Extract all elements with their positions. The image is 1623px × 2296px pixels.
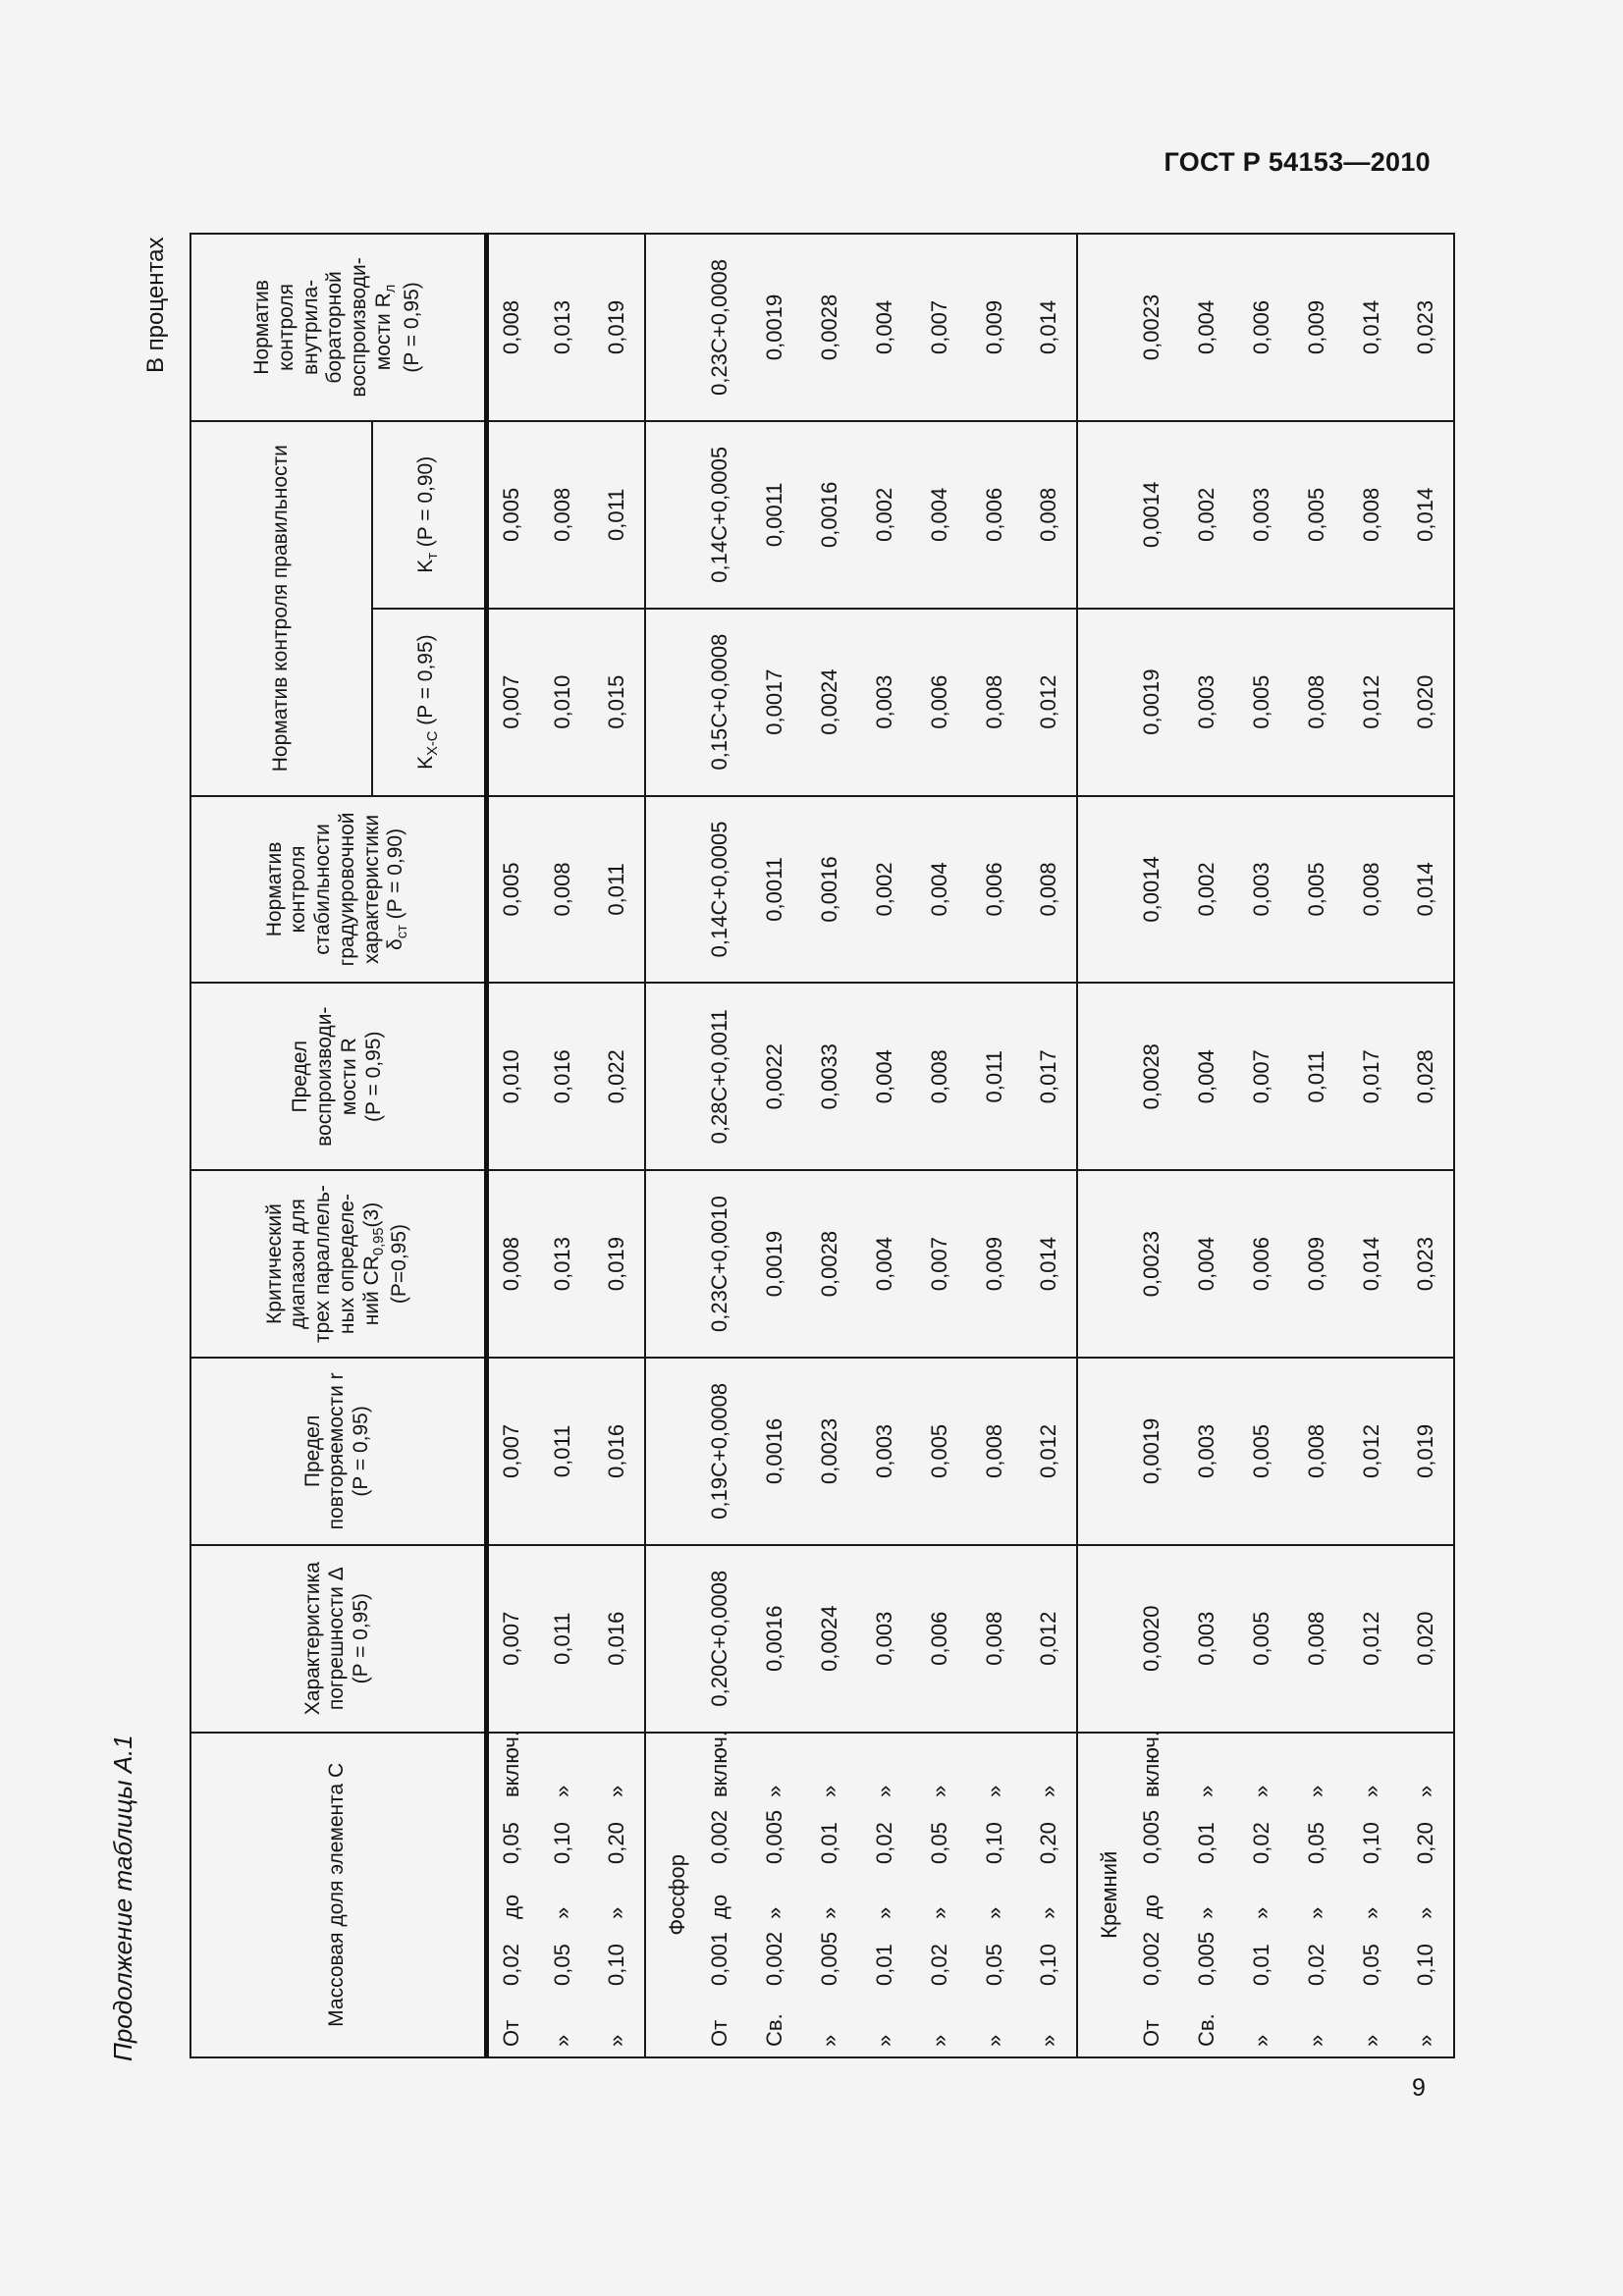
range-prefix: » xyxy=(1303,2034,1328,2047)
table-row xyxy=(1234,234,1289,2057)
value-cell-kc: 0,012 xyxy=(1022,609,1077,796)
group-title-row xyxy=(1077,234,1124,2057)
range-low: 0,10 xyxy=(1036,1944,1061,1986)
standard-code: ГОСТ Р 54153—2010 xyxy=(1163,147,1431,177)
table-row xyxy=(1179,234,1234,2057)
group-title: Фосфор xyxy=(645,1733,692,2057)
value-cell-kc: 0,008 xyxy=(1289,609,1344,796)
table-body xyxy=(486,234,1454,2057)
value-cell-st: 0,006 xyxy=(967,796,1022,984)
mass-range-cell xyxy=(1399,1733,1454,2057)
range-low: 0,05 xyxy=(549,1944,574,1986)
value-cell-R: 0,011 xyxy=(1289,983,1344,1170)
value-cell-st: 0,005 xyxy=(1289,796,1344,984)
col-header-delta: Характеристика погрешности Δ (P = 0,95) xyxy=(190,1545,486,1733)
range-connector: » xyxy=(1358,1906,1383,1919)
range-connector: » xyxy=(871,1906,896,1919)
value-cell-kt: 0,008 xyxy=(1344,421,1399,609)
value-cell-cr: 0,23С+0,0010 xyxy=(692,1170,747,1358)
mass-range-cell xyxy=(1179,1733,1234,2057)
range-suffix: » xyxy=(981,1785,1006,1797)
range-connector: » xyxy=(1193,1906,1218,1919)
value-cell-r: 0,008 xyxy=(967,1358,1022,1545)
range-suffix: » xyxy=(871,1785,896,1797)
value-cell-R: 0,011 xyxy=(967,983,1022,1170)
empty-cell xyxy=(1077,1358,1124,1545)
value-cell-R: 0,004 xyxy=(1179,983,1234,1170)
value-cell-rn: 0,014 xyxy=(1022,234,1077,421)
range-connector: » xyxy=(1248,1906,1273,1919)
range-connector: » xyxy=(549,1906,574,1919)
value-cell-r: 0,011 xyxy=(535,1358,590,1545)
range-high: 0,005 xyxy=(761,1809,786,1864)
value-cell-r: 0,016 xyxy=(590,1358,645,1545)
value-cell-cr: 0,006 xyxy=(1234,1170,1289,1358)
value-cell-delta: 0,007 xyxy=(486,1545,535,1733)
value-cell-cr: 0,004 xyxy=(857,1170,912,1358)
value-cell-delta: 0,012 xyxy=(1022,1545,1077,1733)
range-prefix: От xyxy=(1138,2019,1163,2047)
table-row xyxy=(1399,234,1454,2057)
col-header-stability: Норматив контроля стабильности градуировочной характеристики $\delta_{ст}$ (P = 0,90) xyxy=(190,796,486,984)
value-cell-kt: 0,008 xyxy=(535,421,590,609)
table-row xyxy=(912,234,967,2057)
range-low: 0,05 xyxy=(981,1944,1006,1986)
range-suffix: » xyxy=(1248,1785,1273,1797)
value-cell-R: 0,0028 xyxy=(1124,983,1179,1170)
range-low: 0,01 xyxy=(871,1944,896,1986)
value-cell-delta: 0,0016 xyxy=(747,1545,802,1733)
value-cell-kt: 0,014 xyxy=(1399,421,1454,609)
range-low: 0,10 xyxy=(604,1944,629,1986)
value-cell-cr: 0,0023 xyxy=(1124,1170,1179,1358)
range-high: 0,20 xyxy=(604,1822,629,1864)
empty-cell xyxy=(1077,1545,1124,1733)
value-cell-kc: 0,0017 xyxy=(747,609,802,796)
value-cell-kc: 0,012 xyxy=(1344,609,1399,796)
value-cell-st: 0,0014 xyxy=(1124,796,1179,984)
value-cell-cr: 0,009 xyxy=(967,1170,1022,1358)
range-prefix: » xyxy=(816,2034,841,2047)
range-connector: до xyxy=(1138,1894,1163,1919)
value-cell-r: 0,003 xyxy=(857,1358,912,1545)
value-cell-st: 0,008 xyxy=(535,796,590,984)
value-cell-st: 0,0016 xyxy=(802,796,857,984)
range-connector: » xyxy=(816,1906,841,1919)
range-low: 0,001 xyxy=(706,1931,731,1986)
value-cell-rn: 0,007 xyxy=(912,234,967,421)
empty-cell xyxy=(1077,234,1124,421)
value-cell-R: 0,022 xyxy=(590,983,645,1170)
value-cell-r: 0,0019 xyxy=(1124,1358,1179,1545)
empty-cell xyxy=(645,234,692,421)
range-high: 0,20 xyxy=(1036,1822,1061,1864)
value-cell-delta: 0,020 xyxy=(1399,1545,1454,1733)
range-suffix: » xyxy=(926,1785,951,1797)
table-row xyxy=(967,234,1022,2057)
mass-range-cell xyxy=(912,1733,967,2057)
value-cell-cr: 0,019 xyxy=(590,1170,645,1358)
value-cell-r: 0,019 xyxy=(1399,1358,1454,1545)
value-cell-delta: 0,005 xyxy=(1234,1545,1289,1733)
range-prefix: Св. xyxy=(761,2013,786,2047)
mass-range-cell xyxy=(486,1733,535,2057)
value-cell-kt: 0,002 xyxy=(1179,421,1234,609)
range-connector: » xyxy=(926,1906,951,1919)
range-high: 0,01 xyxy=(1193,1822,1218,1864)
value-cell-kc: 0,006 xyxy=(912,609,967,796)
value-cell-R: 0,0022 xyxy=(747,983,802,1170)
value-cell-cr: 0,014 xyxy=(1344,1170,1399,1358)
empty-cell xyxy=(645,796,692,984)
range-prefix: » xyxy=(871,2034,896,2047)
value-cell-R: 0,028 xyxy=(1399,983,1454,1170)
data-table xyxy=(189,233,1455,2058)
value-cell-r: 0,003 xyxy=(1179,1358,1234,1545)
col-header-critical-range: Критический диапазон для трех параллель- ных определе- ний $CR_{0,95}(3)$ (P=0,95) xyxy=(190,1170,486,1358)
value-cell-st: 0,002 xyxy=(1179,796,1234,984)
range-low: 0,10 xyxy=(1413,1944,1438,1986)
range-high: 0,20 xyxy=(1413,1822,1438,1864)
range-prefix: » xyxy=(604,2034,629,2047)
mass-range-cell xyxy=(1124,1733,1179,2057)
value-cell-cr: 0,007 xyxy=(912,1170,967,1358)
value-cell-delta: 0,003 xyxy=(857,1545,912,1733)
table-row xyxy=(535,234,590,2057)
value-cell-cr: 0,004 xyxy=(1179,1170,1234,1358)
value-cell-kc: 0,003 xyxy=(1179,609,1234,796)
value-cell-R: 0,016 xyxy=(535,983,590,1170)
range-connector: » xyxy=(1413,1906,1438,1919)
table-row xyxy=(590,234,645,2057)
value-cell-r: 0,0023 xyxy=(802,1358,857,1545)
range-suffix: » xyxy=(549,1785,574,1797)
value-cell-kc: 0,008 xyxy=(967,609,1022,796)
value-cell-rn: 0,0019 xyxy=(747,234,802,421)
range-connector: до xyxy=(706,1894,731,1919)
rotated-table-wrapper xyxy=(189,233,1438,2058)
value-cell-delta: 0,0024 xyxy=(802,1545,857,1733)
range-suffix: включ. xyxy=(499,1731,524,1797)
mass-range-cell xyxy=(590,1733,645,2057)
empty-cell xyxy=(645,983,692,1170)
mass-range-cell xyxy=(692,1733,747,2057)
value-cell-st: 0,002 xyxy=(857,796,912,984)
value-cell-r: 0,012 xyxy=(1022,1358,1077,1545)
value-cell-kt: 0,14С+0,0005 xyxy=(692,421,747,609)
empty-cell xyxy=(1077,1170,1124,1358)
value-cell-R: 0,004 xyxy=(857,983,912,1170)
value-cell-kc: 0,020 xyxy=(1399,609,1454,796)
value-cell-R: 0,010 xyxy=(486,983,535,1170)
table-row xyxy=(1124,234,1179,2057)
value-cell-st: 0,008 xyxy=(1344,796,1399,984)
range-suffix: » xyxy=(604,1785,629,1797)
value-cell-rn: 0,23С+0,0008 xyxy=(692,234,747,421)
value-cell-R: 0,007 xyxy=(1234,983,1289,1170)
value-cell-kt: 0,005 xyxy=(486,421,535,609)
value-cell-r: 0,008 xyxy=(1289,1358,1344,1545)
value-cell-delta: 0,006 xyxy=(912,1545,967,1733)
range-prefix: » xyxy=(1413,2034,1438,2047)
value-cell-rn: 0,014 xyxy=(1344,234,1399,421)
range-prefix: » xyxy=(1248,2034,1273,2047)
empty-cell xyxy=(645,421,692,609)
range-suffix: включ. xyxy=(1138,1731,1163,1797)
value-cell-delta: 0,012 xyxy=(1344,1545,1399,1733)
empty-cell xyxy=(645,1170,692,1358)
range-low: 0,005 xyxy=(816,1931,841,1986)
value-cell-kt: 0,004 xyxy=(912,421,967,609)
range-prefix: » xyxy=(926,2034,951,2047)
value-cell-R: 0,017 xyxy=(1344,983,1399,1170)
range-high: 0,05 xyxy=(926,1822,951,1864)
value-cell-cr: 0,008 xyxy=(486,1170,535,1358)
value-cell-cr: 0,0019 xyxy=(747,1170,802,1358)
range-connector: » xyxy=(604,1906,629,1919)
value-cell-cr: 0,0028 xyxy=(802,1170,857,1358)
value-cell-kc: 0,15С+0,0008 xyxy=(692,609,747,796)
range-prefix: » xyxy=(1036,2034,1061,2047)
empty-cell xyxy=(645,1545,692,1733)
value-cell-delta: 0,008 xyxy=(967,1545,1022,1733)
value-cell-r: 0,007 xyxy=(486,1358,535,1545)
value-cell-R: 0,008 xyxy=(912,983,967,1170)
range-suffix: включ. xyxy=(706,1731,731,1797)
group-title-row xyxy=(645,234,692,2057)
range-low: 0,01 xyxy=(1248,1944,1273,1986)
group-title: Кремний xyxy=(1077,1733,1124,2057)
value-cell-rn: 0,008 xyxy=(486,234,535,421)
table-row xyxy=(747,234,802,2057)
range-high: 0,02 xyxy=(871,1822,896,1864)
col-header-reproducibility: Предел воспроизводи- мости R (P = 0,95) xyxy=(190,983,486,1170)
value-cell-cr: 0,009 xyxy=(1289,1170,1344,1358)
value-cell-kt: 0,011 xyxy=(590,421,645,609)
value-cell-kt: 0,008 xyxy=(1022,421,1077,609)
range-low: 0,02 xyxy=(926,1944,951,1986)
mass-range-cell xyxy=(747,1733,802,2057)
empty-cell xyxy=(1077,421,1124,609)
value-cell-cr: 0,023 xyxy=(1399,1170,1454,1358)
range-low: 0,02 xyxy=(1303,1944,1328,1986)
table-row xyxy=(692,234,747,2057)
value-cell-kc: 0,0024 xyxy=(802,609,857,796)
col-header-repeatability: Предел повторяемости r (P = 0,95) xyxy=(190,1358,486,1545)
value-cell-kc: 0,003 xyxy=(857,609,912,796)
value-cell-st: 0,14С+0,0005 xyxy=(692,796,747,984)
range-connector: » xyxy=(761,1906,786,1919)
value-cell-kt: 0,003 xyxy=(1234,421,1289,609)
value-cell-rn: 0,0028 xyxy=(802,234,857,421)
value-cell-r: 0,005 xyxy=(1234,1358,1289,1545)
table-row xyxy=(1344,234,1399,2057)
value-cell-delta: 0,20С+0,0008 xyxy=(692,1545,747,1733)
col-header-kt: $K_т$ (P = 0,90) xyxy=(372,421,486,609)
empty-cell xyxy=(1077,983,1124,1170)
value-cell-rn: 0,009 xyxy=(1289,234,1344,421)
mass-range-cell xyxy=(535,1733,590,2057)
mass-range-cell xyxy=(967,1733,1022,2057)
range-high: 0,02 xyxy=(1248,1822,1273,1864)
page-number: 9 xyxy=(1412,2074,1426,2102)
empty-cell xyxy=(645,1358,692,1545)
header-row-1 xyxy=(190,234,372,2057)
col-header-kxc: $K_{Х-С}$ (P = 0,95) xyxy=(372,609,486,796)
range-suffix: » xyxy=(1413,1785,1438,1797)
range-connector: до xyxy=(499,1894,524,1919)
mass-range-cell xyxy=(802,1733,857,2057)
value-cell-kc: 0,015 xyxy=(590,609,645,796)
range-high: 0,01 xyxy=(816,1822,841,1864)
value-cell-rn: 0,023 xyxy=(1399,234,1454,421)
value-cell-kc: 0,0019 xyxy=(1124,609,1179,796)
range-high: 0,10 xyxy=(1358,1822,1383,1864)
range-low: 0,02 xyxy=(499,1944,524,1986)
value-cell-rn: 0,013 xyxy=(535,234,590,421)
range-suffix: » xyxy=(1193,1785,1218,1797)
value-cell-R: 0,28С+0,0011 xyxy=(692,983,747,1170)
table-row xyxy=(1022,234,1077,2057)
value-cell-rn: 0,004 xyxy=(1179,234,1234,421)
value-cell-rn: 0,004 xyxy=(857,234,912,421)
value-cell-cr: 0,014 xyxy=(1022,1170,1077,1358)
mass-range-cell xyxy=(1234,1733,1289,2057)
empty-cell xyxy=(1077,609,1124,796)
value-cell-rn: 0,009 xyxy=(967,234,1022,421)
value-cell-st: 0,003 xyxy=(1234,796,1289,984)
value-cell-r: 0,012 xyxy=(1344,1358,1399,1545)
value-cell-delta: 0,016 xyxy=(590,1545,645,1733)
mass-range-cell xyxy=(857,1733,912,2057)
value-cell-delta: 0,011 xyxy=(535,1545,590,1733)
value-cell-kc: 0,007 xyxy=(486,609,535,796)
col-header-accuracy-group: Норматив контроля правильности xyxy=(190,421,372,796)
range-connector: » xyxy=(981,1906,1006,1919)
range-low: 0,002 xyxy=(761,1931,786,1986)
value-cell-delta: 0,008 xyxy=(1289,1545,1344,1733)
value-cell-rn: 0,0023 xyxy=(1124,234,1179,421)
range-connector: » xyxy=(1303,1906,1328,1919)
col-header-mass: Массовая доля элемента С xyxy=(190,1733,486,2057)
range-high: 0,005 xyxy=(1138,1809,1163,1864)
table-row xyxy=(857,234,912,2057)
table-caption: Продолжение таблицы А.1 xyxy=(108,1735,137,2061)
mass-range-cell xyxy=(1289,1733,1344,2057)
range-suffix: » xyxy=(1358,1785,1383,1797)
range-suffix: » xyxy=(816,1785,841,1797)
range-low: 0,005 xyxy=(1193,1931,1218,1986)
value-cell-kt: 0,006 xyxy=(967,421,1022,609)
range-suffix: » xyxy=(1303,1785,1328,1797)
value-cell-st: 0,008 xyxy=(1022,796,1077,984)
range-high: 0,10 xyxy=(981,1822,1006,1864)
range-prefix: От xyxy=(499,2019,524,2047)
value-cell-r: 0,19С+0,0008 xyxy=(692,1358,747,1545)
table-row xyxy=(486,234,535,2057)
value-cell-st: 0,005 xyxy=(486,796,535,984)
mass-range-cell xyxy=(1022,1733,1077,2057)
range-prefix: От xyxy=(706,2019,731,2047)
range-low: 0,002 xyxy=(1138,1931,1163,1986)
range-high: 0,05 xyxy=(499,1822,524,1864)
value-cell-st: 0,011 xyxy=(590,796,645,984)
range-high: 0,002 xyxy=(706,1809,731,1864)
value-cell-kc: 0,010 xyxy=(535,609,590,796)
value-cell-delta: 0,0020 xyxy=(1124,1545,1179,1733)
value-cell-r: 0,0016 xyxy=(747,1358,802,1545)
value-cell-r: 0,005 xyxy=(912,1358,967,1545)
range-suffix: » xyxy=(761,1785,786,1797)
value-cell-st: 0,014 xyxy=(1399,796,1454,984)
value-cell-st: 0,004 xyxy=(912,796,967,984)
value-cell-R: 0,0033 xyxy=(802,983,857,1170)
range-high: 0,05 xyxy=(1303,1822,1328,1864)
range-prefix: Св. xyxy=(1193,2013,1218,2047)
value-cell-kt: 0,0016 xyxy=(802,421,857,609)
table-row xyxy=(1289,234,1344,2057)
value-cell-kt: 0,005 xyxy=(1289,421,1344,609)
value-cell-R: 0,017 xyxy=(1022,983,1077,1170)
range-prefix: » xyxy=(981,2034,1006,2047)
value-cell-kc: 0,005 xyxy=(1234,609,1289,796)
value-cell-st: 0,0011 xyxy=(747,796,802,984)
empty-cell xyxy=(645,609,692,796)
range-prefix: » xyxy=(1358,2034,1383,2047)
value-cell-cr: 0,013 xyxy=(535,1170,590,1358)
value-cell-rn: 0,019 xyxy=(590,234,645,421)
units-label: В процентах xyxy=(142,237,169,373)
value-cell-kt: 0,0014 xyxy=(1124,421,1179,609)
col-header-intralab: Норматив контроля внутрила- бораторной воспроизводи- мости $R_л$ (P = 0,95) xyxy=(190,234,486,421)
range-prefix: » xyxy=(549,2034,574,2047)
range-low: 0,05 xyxy=(1358,1944,1383,1986)
range-high: 0,10 xyxy=(549,1822,574,1864)
range-suffix: » xyxy=(1036,1785,1061,1797)
value-cell-kt: 0,0011 xyxy=(747,421,802,609)
value-cell-rn: 0,006 xyxy=(1234,234,1289,421)
empty-cell xyxy=(1077,796,1124,984)
range-connector: » xyxy=(1036,1906,1061,1919)
mass-range-cell xyxy=(1344,1733,1399,2057)
value-cell-kt: 0,002 xyxy=(857,421,912,609)
table-row xyxy=(802,234,857,2057)
value-cell-delta: 0,003 xyxy=(1179,1545,1234,1733)
